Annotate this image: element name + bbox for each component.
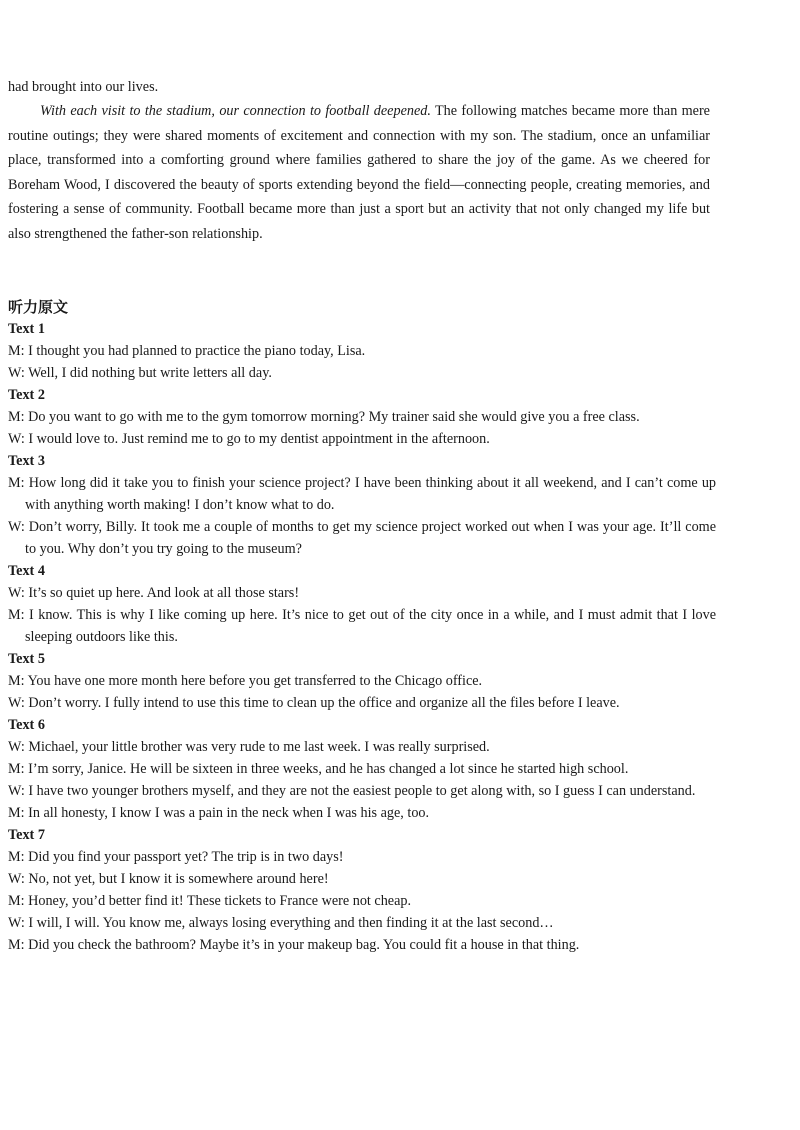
speaker-label: M: [8,673,25,689]
text-label: Text 7 [8,827,45,843]
speaker-label: W: [8,915,25,931]
text-label: Text 3 [8,453,45,469]
dialogue-turn [8,868,716,890]
dialogue-turn [8,516,716,560]
dialogue-turn [8,670,716,692]
dialogue-turn [8,340,716,362]
text-label: Text 1 [8,321,45,337]
text-label: Text 2 [8,387,45,403]
dialogue-turn [8,362,716,384]
dialogue-turn [8,846,716,868]
dialogue-turn [8,582,716,604]
speaker-label: M: [8,805,25,821]
essay-paragraph [8,99,710,246]
dialogue-line: No, not yet, but I know it is somewhere around here! [28,871,329,887]
speaker-label: W: [8,585,25,601]
essay-body-text: The following matches became more than mere routine outings; they were shared moments of excitement and connection with my son. The stadium, once an unfamiliar place, transformed into a comforting ground where families gathered to share the joy of the game. As we cheered for Boreham Wood, I discovered the beauty of sports extending beyond the field—connecting people, creating memories, and fostering a sense of community. Football became more than just a sport but an activity that not only changed my life but also strengthened the father-son relationship. [8,103,710,242]
transcript-block [8,450,716,560]
transcript-block [8,560,716,648]
dialogue-turn [8,428,716,450]
dialogue-line: I’m sorry, Janice. He will be sixteen in three weeks, and he has changed a lot since he started high school. [28,761,629,777]
dialogue-line: I would love to. Just remind me to go to my dentist appointment in the afternoon. [28,431,490,447]
dialogue-line: It’s so quiet up here. And look at all those stars! [28,585,300,601]
listening-transcript [8,318,716,956]
transcript-block [8,824,716,956]
speaker-label: W: [8,365,25,381]
speaker-label: M: [8,761,25,777]
speaker-label: M: [8,893,25,909]
dialogue-line: Did you find your passport yet? The trip is in two days! [28,849,344,865]
speaker-label: M: [8,475,25,491]
speaker-label: M: [8,937,25,953]
transcript-block [8,648,716,714]
speaker-label: M: [8,607,25,623]
speaker-label: M: [8,343,25,359]
speaker-label: W: [8,431,25,447]
essay-lead-sentence: With each visit to the stadium, our connection to football deepened. [40,103,431,119]
dialogue-line: In all honesty, I know I was a pain in the neck when I was his age, too. [28,805,430,821]
speaker-label: W: [8,783,25,799]
dialogue-turn [8,472,716,516]
dialogue-line: Michael, your little brother was very rude to me last week. I was really surprised. [28,739,490,755]
dialogue-line: I have two younger brothers myself, and they are not the easiest people to get along with, so I guess I can understand. [28,783,696,799]
dialogue-line: Did you check the bathroom? Maybe it’s in your makeup bag. You could fit a house in that thing. [28,937,580,953]
listening-transcript-heading: 听力原文 [8,298,69,316]
dialogue-line: Don’t worry. I fully intend to use this time to clean up the office and organize all the files before I leave. [28,695,620,711]
dialogue-line: You have one more month here before you get transferred to the Chicago office. [27,673,483,689]
speaker-label: M: [8,409,25,425]
dialogue-turn [8,912,716,934]
dialogue-line: Don’t worry, Billy. It took me a couple of months to get my science project worked out when I was your age. It’ll come to you. Why don’t you try going to the museum? [25,519,717,557]
dialogue-turn [8,736,716,758]
speaker-label: M: [8,849,25,865]
essay-continuation-line: had brought into our lives. [8,79,159,95]
dialogue-turn [8,406,716,428]
text-label: Text 6 [8,717,45,733]
speaker-label: W: [8,519,25,535]
text-label: Text 5 [8,651,45,667]
dialogue-turn [8,890,716,912]
dialogue-line: I will, I will. You know me, always losing everything and then finding it at the last second… [28,915,554,931]
dialogue-line: Well, I did nothing but write letters all day. [28,365,272,381]
dialogue-line: How long did it take you to finish your science project? I have been thinking about it all weekend, and I can’t come up with anything worth making! I don’t know what to do. [25,475,717,513]
dialogue-line: Do you want to go with me to the gym tomorrow morning? My trainer said she would give you a free class. [28,409,640,425]
dialogue-line: Honey, you’d better find it! These tickets to France were not cheap. [28,893,412,909]
speaker-label: W: [8,871,25,887]
transcript-block [8,318,716,384]
dialogue-turn [8,802,716,824]
dialogue-turn [8,934,716,956]
dialogue-turn [8,780,716,802]
dialogue-turn [8,758,716,780]
transcript-block [8,714,716,824]
dialogue-turn [8,604,716,648]
speaker-label: W: [8,695,25,711]
transcript-block [8,384,716,450]
dialogue-line: I know. This is why I like coming up here. It’s nice to get out of the city once in a while, and I must admit that I love sleeping outdoors like this. [25,607,716,645]
dialogue-line: I thought you had planned to practice the piano today, Lisa. [28,343,366,359]
speaker-label: W: [8,739,25,755]
dialogue-turn [8,692,716,714]
text-label: Text 4 [8,563,45,579]
